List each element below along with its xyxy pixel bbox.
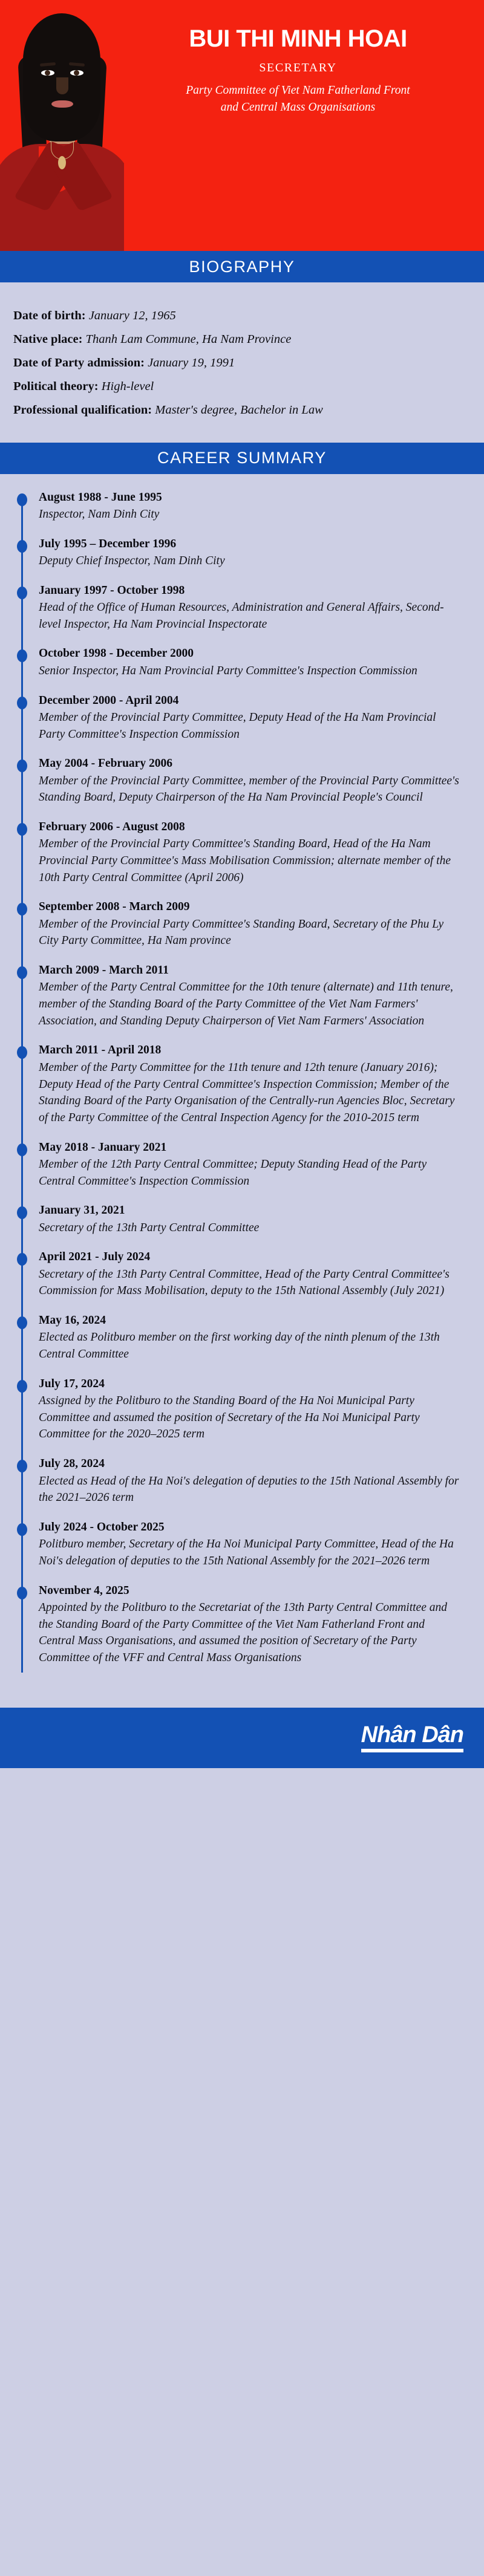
timeline-item-date: April 2021 - July 2024 [39,1251,151,1264]
timeline-bullet-icon [17,1316,27,1329]
biography-row-value: January 12, 1965 [85,309,176,322]
person-role: SECRETARY [259,60,337,74]
timeline-item-date: March 2009 - March 2011 [39,964,169,977]
timeline-bullet-icon [17,1143,27,1156]
portrait-nose [56,77,68,94]
timeline-bullet-icon [17,1587,27,1599]
timeline-item-date: July 28, 2024 [39,1457,105,1471]
timeline-item-date: December 2000 - April 2004 [39,694,179,707]
timeline-bullet-icon [17,1253,27,1266]
footer-banner [0,1708,484,1768]
timeline-item-description: Senior Inspector, Ha Nam Provincial Party Committee's Inspection Commission [39,664,417,677]
career-section-banner [0,443,484,474]
timeline-item [15,536,469,570]
timeline-bullet-icon [17,587,27,599]
timeline-item-description: Assigned by the Politburo to the Standing Board of the Ha Noi Municipal Party Committee and assumed the position of Secretary of the Ha Noi Municipal Party Committee for the 2020–2025 term [39,1394,420,1441]
timeline-item-date: July 1995 – December 1996 [39,537,177,550]
timeline-bullet-icon [17,903,27,916]
timeline-item [15,1042,469,1126]
timeline-item [15,1140,469,1190]
timeline-item-description: Secretary of the 13th Party Central Committee [39,1221,260,1234]
timeline-item-description: Secretary of the 13th Party Central Committee, Head of the Party Central Committee's Commission for Mass Mobilisation, deputy to the 15th National Assembly (July 2021) [39,1267,450,1298]
header-text-block [124,0,484,116]
timeline-bullet-icon [17,823,27,836]
timeline-item-description: Member of the Provincial Party Committee's Standing Board, Head of the Ha Nam Provincial Party Committee's Mass Mobilisation Commission; alternate member of the 10th Party Central Committee (April 2006) [39,838,451,884]
biography-row [13,304,471,328]
timeline-item-description: Politburo member, Secretary of the Ha Noi Municipal Party Committee, Head of the Ha Noi's delegation of deputies to the 15th National Assembly for the 2021–2026 term [39,1538,454,1567]
header-banner [0,0,484,251]
timeline-item-date: July 2024 - October 2025 [39,1520,165,1534]
timeline-item [15,1583,469,1667]
timeline-item-date: September 2008 - March 2009 [39,900,190,914]
timeline-item-description: Deputy Chief Inspector, Nam Dinh City [39,555,225,568]
timeline-item-description: Member of the Provincial Party Committee's Standing Board, Secretary of the Phu Ly City Party Committee, Ha Nam province [39,917,444,948]
timeline-item-date: November 4, 2025 [39,1584,129,1597]
timeline-item [15,646,469,679]
timeline-item-date: May 16, 2024 [39,1314,106,1327]
timeline-item-description: Elected as Head of the Ha Noi's delegation of deputies to the 15th National Assembly for the 2021–2026 term [39,1474,459,1504]
portrait-eye-left [41,70,54,76]
timeline-item-description: Member of the Provincial Party Committee, Deputy Head of the Ha Nam Provincial Party Committee's Inspection Commission [39,711,436,741]
timeline-bullet-icon [17,649,27,662]
timeline-item-description: Inspector, Nam Dinh City [39,508,160,521]
timeline-item [15,963,469,1029]
timeline-item-date: May 2004 - February 2006 [39,757,172,770]
timeline-bullet-icon [17,1206,27,1219]
timeline-item [15,1456,469,1506]
biography-banner-label: BIOGRAPHY [189,257,295,276]
nhan-dan-logo: Nhân Dân [361,1723,463,1752]
biography-row-label: Date of Party admission: [13,356,145,369]
person-organisation-line1: Party Committee of Viet Nam Fatherland Front [186,83,410,97]
timeline-bullet-icon [17,697,27,709]
portrait-eye-right [70,70,83,76]
person-name: BUI THI MINH HOAI [189,25,407,52]
timeline-item-date: February 2006 - August 2008 [39,820,185,833]
timeline-bullet-icon [17,1380,27,1393]
timeline-item [15,583,469,633]
timeline-item [15,490,469,523]
timeline-item [15,1313,469,1363]
biography-row-value: January 19, 1991 [144,356,235,369]
timeline-item [15,756,469,806]
career-timeline [0,474,484,1708]
biography-row [13,375,471,398]
timeline-bullet-icon [17,759,27,772]
biography-row-label: Date of birth: [13,309,86,322]
person-organisation-line2: and Central Mass Organisations [220,101,376,114]
portrait-photo [0,0,124,251]
biography-row-label: Professional qualification: [13,403,152,417]
biography-row-list [13,304,471,422]
biography-row [13,398,471,422]
timeline-item [15,1520,469,1570]
timeline-item-date: January 1997 - October 1998 [39,584,185,597]
timeline-item-description: Appointed by the Politburo to the Secretariat of the 13th Party Central Committee and the Standing Board of the Party Committee of the Viet Nam Fatherland Front and Central Mass Organisations, and assumed the position of Secretary of the Party Committee of the VFF and Central Mass Organisations [39,1601,447,1664]
timeline-item-description: Head of the Office of Human Resources, Administration and General Affairs, Second-level Inspector, Ha Nam Provincial Inspectorate [39,601,444,631]
timeline-bullet-icon [17,1523,27,1536]
timeline-item [15,1203,469,1236]
biography-row-label: Native place: [13,332,83,346]
biography-details [0,282,484,443]
timeline-bullet-icon [17,1460,27,1472]
timeline-item-description: Member of the Provincial Party Committee, member of the Provincial Party Committee's Standing Board, Deputy Chairperson of the Ha Nam Provincial People's Council [39,774,459,804]
biography-row [13,328,471,351]
biography-row-value: Master's degree, Bachelor in Law [152,403,323,417]
timeline-item-description: Member of the 12th Party Central Committee; Deputy Standing Head of the Party Central Committee's Inspection Commission [39,1157,427,1188]
timeline-item [15,1249,469,1299]
timeline-bullet-icon [17,1046,27,1059]
timeline-bullet-icon [17,540,27,553]
biography-row [13,351,471,375]
timeline-item [15,693,469,743]
timeline-bullet-icon [17,966,27,979]
timeline-item-date: January 31, 2021 [39,1204,125,1217]
timeline-item-date: July 17, 2024 [39,1377,105,1390]
portrait-illustration [0,0,124,251]
timeline-item-description: Member of the Party Committee for the 11th tenure and 12th tenure (January 2016); Deputy Head of the Party Central Committee's Inspection Commission; Member of the Standing Board of the Party Organisation of the Centrally-run Agencies Bloc, Secretary of the Party Committee of the Central Inspection Agency for the 2010-2015 term [39,1061,455,1124]
timeline-item-description: Member of the Party Central Committee for the 10th tenure (alternate) and 11th tenure, member of the Standing Board of the Party Committee of the Viet Nam Farmers' Association, and Standing Deputy Chairperson of Viet Nam Farmers' Association [39,981,453,1027]
biography-row-value: Thanh Lam Commune, Ha Nam Province [82,332,292,346]
biography-row-value: High-level [98,379,154,393]
portrait-mouth [51,100,73,108]
timeline-item-list [15,490,469,1667]
timeline-item [15,1376,469,1443]
biography-section-banner [0,251,484,282]
biography-row-label: Political theory: [13,379,99,393]
timeline-item-date: August 1988 - June 1995 [39,490,162,504]
timeline-item [15,819,469,886]
timeline-item-date: May 2018 - January 2021 [39,1140,167,1154]
career-banner-label: CAREER SUMMARY [157,449,327,467]
timeline-item-date: March 2011 - April 2018 [39,1044,162,1057]
portrait-necklace-pendant [58,156,66,169]
timeline-item-description: Elected as Politburo member on the first working day of the ninth plenum of the 13th Central Committee [39,1331,440,1361]
timeline-item-date: October 1998 - December 2000 [39,647,194,660]
timeline-bullet-icon [17,493,27,506]
timeline-item [15,899,469,949]
